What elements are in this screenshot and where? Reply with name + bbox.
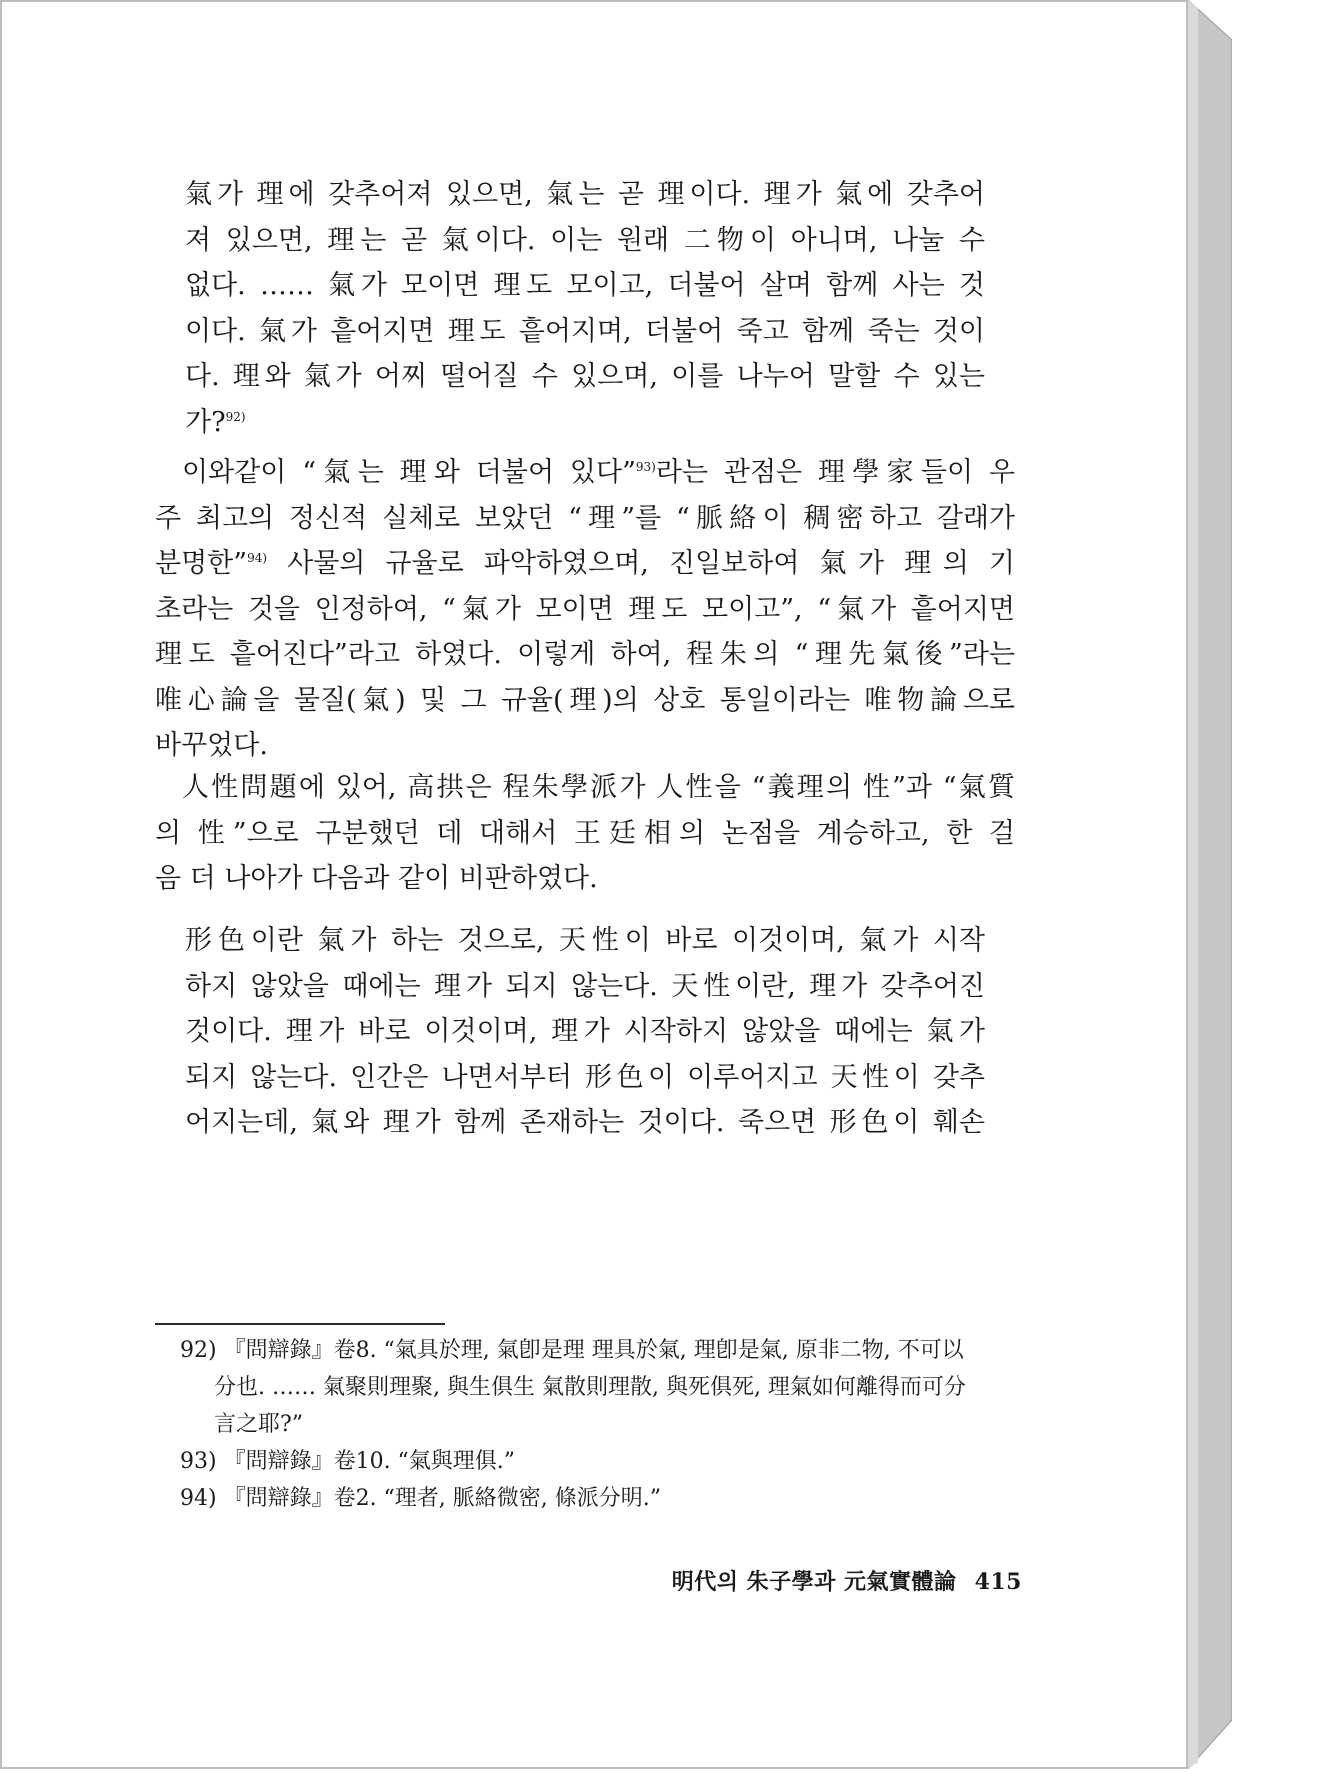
- footnote-line: 分也. …… 氣聚則理聚, 與生俱生 氣散則理散, 與死俱死, 理氣如何離得而可分: [214, 1375, 966, 1400]
- footnote-line: [180, 1443, 1022, 1480]
- footnote-divider: [155, 1323, 445, 1325]
- text-line: 바꾸었다.: [155, 730, 268, 761]
- footnote-text: 『問辯錄』卷10. “氣與理俱.”: [223, 1449, 516, 1474]
- text-line: 氣가 理에 갖추어져 있으면, 氣는 곧 理이다. 理가 氣에 갖추어: [185, 179, 985, 210]
- page-edge-shadow: [1188, 0, 1232, 1769]
- footnote-text: 『問辯錄』卷8. “氣具於理, 氣卽是理 理具於氣, 理卽是氣, 原非二物, 不可以: [223, 1338, 964, 1363]
- page-number: 415: [974, 1569, 1022, 1595]
- paragraph: [155, 450, 1015, 769]
- quote-block-1: [185, 172, 985, 445]
- text-fragment: 분명한”: [155, 548, 248, 579]
- footnote-line: [180, 1480, 1022, 1517]
- footnote-number: 92): [180, 1338, 217, 1363]
- text-line: 어지는데, 氣와 理가 함께 존재하는 것이다. 죽으면 形色이 훼손: [185, 1107, 985, 1138]
- footnote-93: [180, 1443, 1022, 1480]
- text-fragment: 사물의 규율로 파악하였으며, 진일보하여 氣가 理의 기: [267, 548, 1015, 579]
- text-line: [155, 541, 1015, 587]
- text-line: [155, 450, 1015, 496]
- text-line: [185, 400, 985, 446]
- footnote-ref-94[interactable]: 94): [247, 551, 268, 565]
- text-line: 초라는 것을 인정하여, “氣가 모이면 理도 모이고”, “氣가 흩어지면: [155, 593, 1015, 625]
- footnote-line: 言之耶?”: [214, 1412, 304, 1437]
- text-line: 하지 않았을 때에는 理가 되지 않는다. 天性이란, 理가 갖추어진: [185, 970, 985, 1002]
- footnote-ref-93[interactable]: 93): [635, 460, 656, 474]
- paragraph: [155, 765, 1015, 902]
- running-footer: [672, 1565, 1022, 1596]
- text-line: 것이다. 理가 바로 이것이며, 理가 시작하지 않았을 때에는 氣가: [185, 1016, 985, 1047]
- text-line: 주 최고의 정신적 실체로 보았던 “理”를 “脈絡이 稠密하고 갈래가: [155, 502, 1015, 534]
- text-line: 져 있으면, 理는 곧 氣이다. 이는 원래 二物이 아니며, 나눌 수: [185, 224, 985, 256]
- text-line: 되지 않는다. 인간은 나면서부터 形色이 이루어지고 天性이 갖추: [185, 1061, 985, 1093]
- text-line: 이다. 氣가 흩어지면 理도 흩어지며, 더불어 죽고 함께 죽는 것이: [185, 315, 985, 347]
- text-fragment: 라는 관점은 理學家들이 우: [655, 457, 1015, 488]
- text-line: 人性問題에 있어, 高拱은 程朱學派가 人性을 “義理의 性”과 “氣質: [182, 772, 1015, 803]
- footnote-number: 93): [180, 1449, 217, 1474]
- footnote-ref-92[interactable]: 92): [225, 409, 246, 424]
- text-line: 없다. …… 氣가 모이면 理도 모이고, 더불어 살며 함께 사는 것: [185, 270, 985, 301]
- footnote-92: [180, 1332, 1022, 1443]
- running-title: 明代의 朱子學과 元氣實體論: [671, 1569, 957, 1595]
- footnote-number: 94): [180, 1486, 217, 1511]
- text-fragment: 이와같이 “氣는 理와 더불어 있다”: [182, 457, 636, 488]
- text-line: 形色이란 氣가 하는 것으로, 天性이 바로 이것이며, 氣가 시작: [185, 925, 985, 956]
- quote-block-2: [185, 918, 985, 1146]
- footnote-94: [180, 1480, 1022, 1517]
- text-fragment: 가?: [185, 406, 226, 438]
- footnotes: [180, 1332, 1022, 1517]
- body-paragraph-1: [155, 450, 1015, 769]
- text-line: 음 더 나아가 다음과 같이 비판하였다.: [155, 863, 598, 894]
- text-line: 理도 흩어진다”라고 하였다. 이렇게 하여, 程朱의 “理先氣後”라는: [155, 639, 1015, 670]
- paragraph: [185, 918, 985, 1146]
- text-line: 의 性”으로 구분했던 데 대해서 王廷相의 논점을 계승하고, 한 걸: [155, 817, 1015, 849]
- body-paragraph-2: [155, 765, 1015, 902]
- footnote-line: [180, 1332, 1022, 1369]
- text-line: 唯心論을 물질(氣) 및 그 규율(理)의 상호 통일이라는 唯物論으로: [155, 684, 1015, 716]
- text-line: 다. 理와 氣가 어찌 떨어질 수 있으며, 이를 나누어 말할 수 있는: [185, 361, 985, 392]
- footnote-text: 『問辯錄』卷2. “理者, 脈絡微密, 條派分明.”: [223, 1486, 662, 1511]
- quote-paragraph-1: [185, 172, 985, 445]
